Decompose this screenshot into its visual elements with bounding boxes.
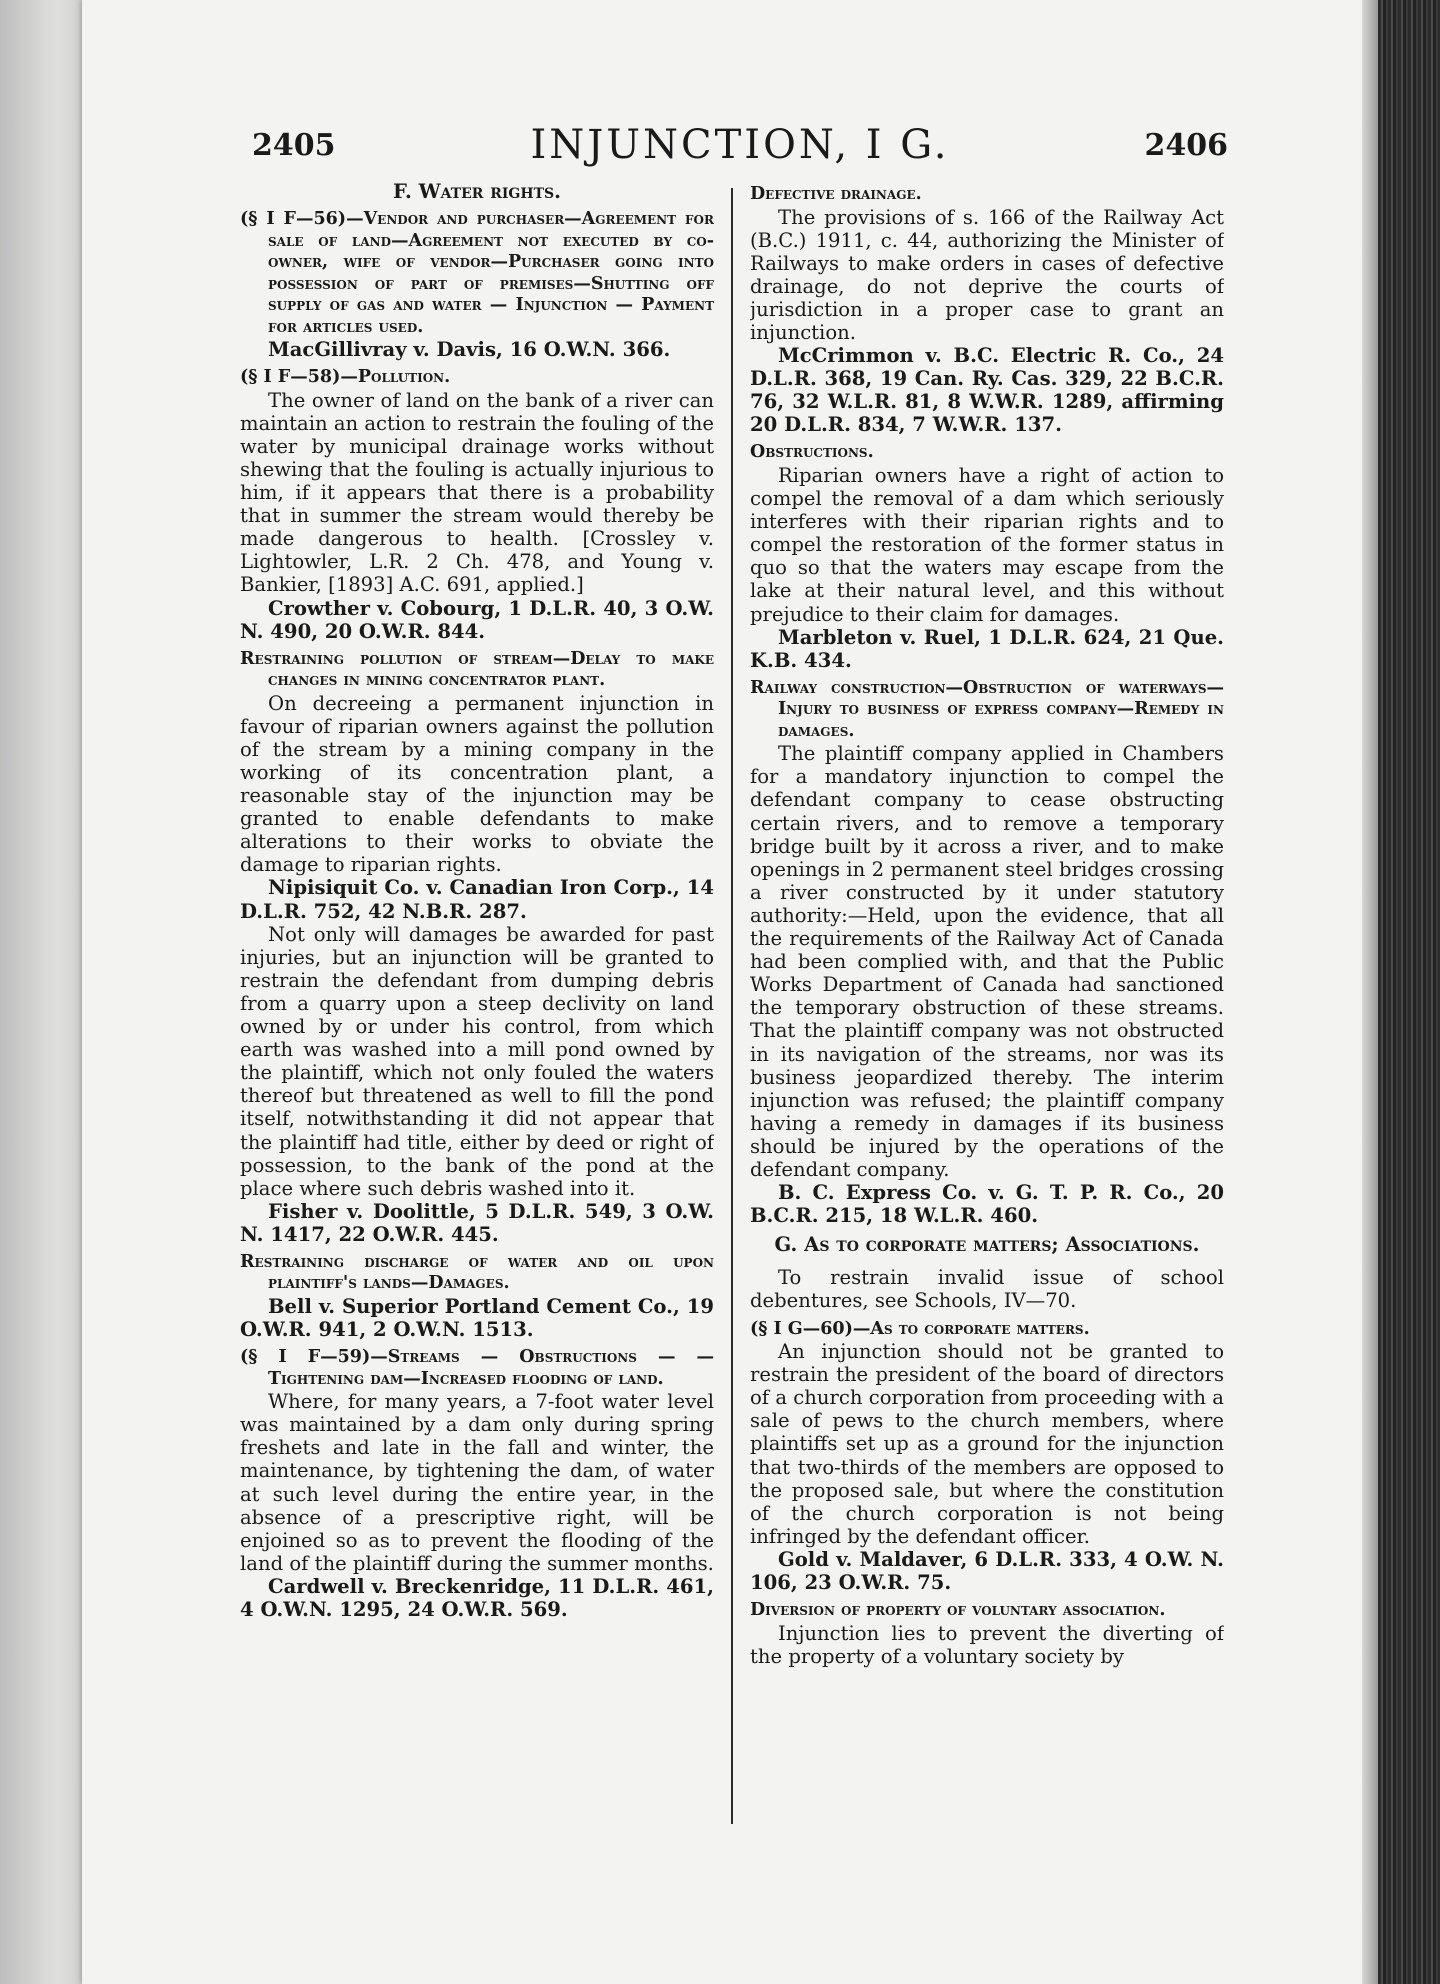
case-citation: MacGillivray v. Davis, 16 O.W.N. 366. bbox=[268, 338, 671, 362]
body-paragraph: On decreeing a permanent injunction in favour of riparian owners against the pollution of the stream by a mining company in the working of its concentration plant, a reasonable stay of the injunction may be granted to enable defendants to make alterations to their works to obviate the damage to riparian rights. bbox=[240, 691, 714, 877]
case-citation: Cardwell v. Breckenridge, 11 D.L.R. 461, 4 O.W.N. 1295, 24 O.W.R. 569. bbox=[240, 1574, 714, 1621]
topic-heading: Restraining discharge of water and oil upon plaintiff's lands—Damages. bbox=[240, 1251, 714, 1294]
right-column bbox=[750, 178, 1224, 1838]
case-citation: B. C. Express Co. v. G. T. P. R. Co., 20 B.C.R. 215, 18 W.L.R. 460. bbox=[750, 1181, 1224, 1228]
case-citation: Nipisiquit Co. v. Canadian Iron Corp., 14 D.L.R. 752, 42 N.B.R. 287. bbox=[240, 876, 714, 923]
topic-heading: Railway construction—Obstruction of waterways—Injury to business of express company—Remedy in damages. bbox=[750, 677, 1224, 741]
body-paragraph: Not only will damages be awarded for past injuries, but an injunction will be granted to restrain the defendant from dumping debris from a quarry upon a steep declivity on land owned by or under his control, from which earth was washed into a mill pond owned by the plaintiff, which not only fouled the waters thereof but threatened as well to fill the pond itself, notwithstanding it did not appear that the plaintiff had title, either by deed or right of possession, to the bank of the pond at the place where such debris washed into it. bbox=[240, 922, 714, 1200]
column-divider bbox=[731, 188, 733, 1824]
case-citation: Fisher v. Doolittle, 5 D.L.R. 549, 3 O.W. N. 1417, 22 O.W.R. 445. bbox=[240, 1199, 714, 1246]
case-citation: McCrimmon v. B.C. Electric R. Co., 24 D.L.R. 368, 19 Can. Ry. Cas. 329, 22 B.C.R. 76, 32 W.L.R. 81, 8 W.W.R. 1289, affirming 20 D.L.R. 834, 7 W.W.R. 137. bbox=[750, 344, 1224, 437]
body-paragraph: Riparian owners have a right of action to compel the removal of a dam which seriously interferes with their riparian rights and to compel the restoration of the former status in quo so that the waters may escape from the lake at their natural level, and this without prejudice to their claim for damages. bbox=[750, 463, 1224, 626]
topic-heading: Restraining pollution of stream—Delay to make changes in mining concentrator plant. bbox=[240, 648, 714, 691]
body-paragraph: An injunction should not be granted to restrain the president of the board of directors of a church corporation from proceeding with a sale of pews to the church members, where plaintiffs set up as a ground for the injunction that two-thirds of the members are opposed to the proposed sale, but where the constitution of the church corporation is not being infringed by the defendant officer. bbox=[750, 1340, 1224, 1548]
running-header bbox=[252, 122, 1228, 172]
topic-heading: Diversion of property of voluntary association. bbox=[750, 1600, 1166, 1621]
page-number-left: 2405 bbox=[252, 128, 336, 163]
case-citation: Gold v. Maldaver, 6 D.L.R. 333, 4 O.W. N. 106, 23 O.W.R. 75. bbox=[750, 1547, 1224, 1594]
case-citation: Marbleton v. Ruel, 1 D.L.R. 624, 21 Que. K.B. 434. bbox=[750, 625, 1224, 672]
page-gutter bbox=[1362, 0, 1378, 1984]
body-paragraph: Injunction lies to prevent the diverting of the property of a voluntary society by bbox=[750, 1621, 1224, 1668]
topic-heading: (§ I F—59)—Streams — Obstructions — —Tightening dam—Increased flooding of land. bbox=[240, 1347, 714, 1389]
topic-heading: Obstructions. bbox=[750, 442, 874, 463]
body-paragraph: Where, for many years, a 7-foot water level was maintained by a dam only during spring freshets and late in the fall and winter, the maintenance, by tightening the dam, of water at such level during the entire year, in the absence of a prescriptive right, will be enjoined so as to prevent the flooding of the land of the plaintiff during the summer months. bbox=[240, 1390, 714, 1575]
body-paragraph: The owner of land on the bank of a river can maintain an action to restrain the fouling of the water by municipal drainage works without shewing that the fouling is actually injurious to him, if it appears that there is a probability that in summer the stream would thereby be made dangerous to health. [Crossley v. Lightowler, L.R. 2 Ch. 478, and Young v. Bankier, [1893] A.C. 691, applied.] bbox=[240, 388, 714, 597]
section-heading: F. Water rights. bbox=[393, 180, 561, 203]
case-citation: Crowther v. Cobourg, 1 D.L.R. 40, 3 O.W. N. 490, 20 O.W.R. 844. bbox=[240, 596, 714, 643]
section-heading: G. As to corporate matters; Associations. bbox=[774, 1233, 1200, 1257]
book-spine bbox=[1378, 0, 1440, 1984]
running-title: INJUNCTION, I G. bbox=[530, 122, 950, 168]
page-number-right: 2406 bbox=[1144, 128, 1228, 163]
case-citation: Bell v. Superior Portland Cement Co., 19 O.W.R. 941, 2 O.W.N. 1513. bbox=[240, 1294, 714, 1342]
topic-heading: Defective drainage. bbox=[750, 184, 922, 204]
topic-heading: (§ I G—60)—As to corporate matters. bbox=[750, 1318, 1090, 1339]
body-paragraph: To restrain invalid issue of school debentures, see Schools, IV—70. bbox=[750, 1266, 1224, 1313]
topic-heading: (§ I F—58)—Pollution. bbox=[240, 367, 451, 388]
body-paragraph: The provisions of s. 166 of the Railway Act (B.C.) 1911, c. 44, authorizing the Minister of Railways to make orders in cases of defective drainage, do not deprive the courts of jurisdiction in a proper case to grant an injunction. bbox=[750, 205, 1224, 344]
book-left-edge bbox=[0, 0, 82, 1984]
left-column bbox=[240, 178, 714, 1838]
topic-heading: (§ I F—56)—Vendor and purchaser—Agreement for sale of land—Agreement not executed by co-owner, wife of vendor—Purchaser going into possession of part of premises—Shutting off supply of gas and water — Injunction — Payment for articles used. bbox=[240, 209, 714, 337]
body-paragraph: The plaintiff company applied in Chambers for a mandatory injunction to compel the defendant company to cease obstructing certain rivers, and to remove a temporary bridge built by it across a river, and to make openings in 2 permanent steel bridges crossing a river constructed by it under statutory authority:—Held, upon the evidence, that all the requirements of the Railway Act of Canada had been complied with, and that the Public Works Department of Canada had sanctioned the temporary obstruction of these streams. That the plaintiff company was not obstructed in its navigation of the streams, nor was its business jeopardized thereby. The interim injunction was refused; the plaintiff company having a remedy in damages if its business should be injured by the operations of the defendant company. bbox=[750, 742, 1224, 1181]
